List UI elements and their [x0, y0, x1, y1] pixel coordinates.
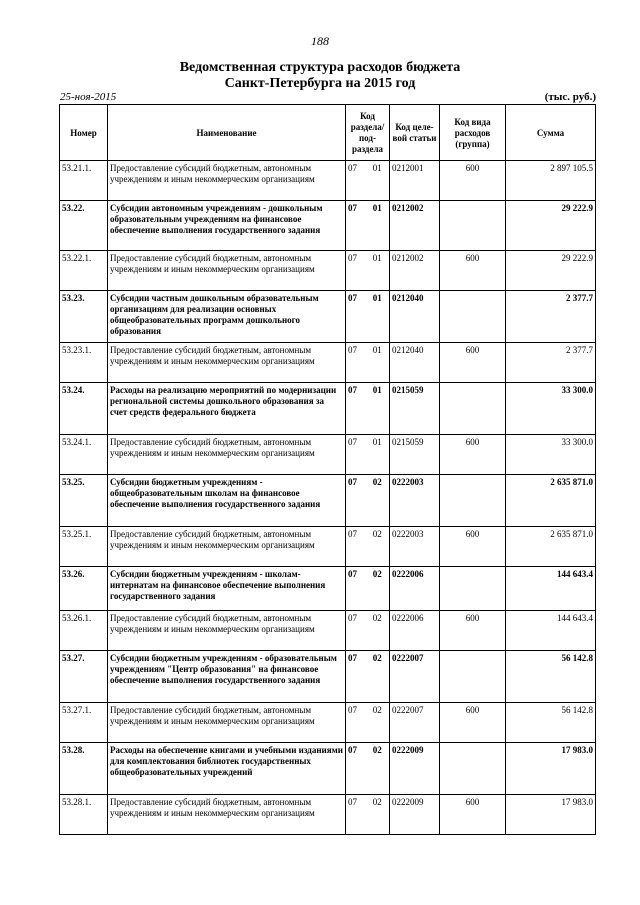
row-expense-type	[440, 201, 506, 251]
row-name: Предоставление субсидий бюджетным, автономным учреждениям и иным некоммерческим организациям	[108, 611, 346, 651]
row-name: Предоставление субсидий бюджетным, автономным учреждениям и иным некоммерческим организациям	[108, 703, 346, 743]
table-row	[60, 703, 596, 743]
row-expense-type: 600	[440, 703, 506, 743]
row-number: 53.28.	[60, 743, 108, 795]
table-row-section	[60, 383, 596, 435]
row-subsection-code: 01	[368, 383, 390, 435]
row-article-code: 0222006	[390, 611, 440, 651]
table-row-section	[60, 291, 596, 343]
table-row-section	[60, 201, 596, 251]
row-article-code: 0222006	[390, 567, 440, 611]
row-subsection-code: 01	[368, 343, 390, 383]
row-subsection-code: 01	[368, 291, 390, 343]
table-row	[60, 161, 596, 201]
row-expense-type	[440, 291, 506, 343]
row-number: 53.24.1.	[60, 435, 108, 475]
table-row	[60, 527, 596, 567]
row-article-code: 0222009	[390, 795, 440, 835]
row-number: 53.22.	[60, 201, 108, 251]
row-amount: 33 300.0	[506, 383, 596, 435]
row-amount: 2 377.7	[506, 343, 596, 383]
row-amount: 144 643.4	[506, 611, 596, 651]
row-amount: 56 142.8	[506, 651, 596, 703]
row-number: 53.21.1.	[60, 161, 108, 201]
row-name: Расходы на обеспечение книгами и учебными изданиями для комплектования библиотек государственных общеобразовательных учреждений	[108, 743, 346, 795]
row-article-code: 0212001	[390, 161, 440, 201]
row-number: 53.25.	[60, 475, 108, 527]
row-article-code: 0212040	[390, 291, 440, 343]
row-subsection-code: 02	[368, 703, 390, 743]
row-amount: 2 377.7	[506, 291, 596, 343]
row-amount: 56 142.8	[506, 703, 596, 743]
row-name: Предоставление субсидий бюджетным, автономным учреждениям и иным некоммерческим организациям	[108, 343, 346, 383]
row-expense-type	[440, 383, 506, 435]
row-amount: 29 222.9	[506, 201, 596, 251]
table-row	[60, 435, 596, 475]
row-subsection-code: 02	[368, 475, 390, 527]
row-name: Предоставление субсидий бюджетным, автономным учреждениям и иным некоммерческим организациям	[108, 161, 346, 201]
row-article-code: 0212002	[390, 201, 440, 251]
row-expense-type	[440, 743, 506, 795]
row-subsection-code: 01	[368, 161, 390, 201]
row-article-code: 0212002	[390, 251, 440, 291]
row-expense-type: 600	[440, 251, 506, 291]
row-number: 53.26.1.	[60, 611, 108, 651]
row-section-code: 07	[346, 161, 368, 201]
table-row	[60, 343, 596, 383]
title-line-1: Ведомственная структура расходов бюджета	[179, 60, 461, 75]
row-expense-type: 600	[440, 611, 506, 651]
row-number: 53.23.1.	[60, 343, 108, 383]
table-row	[60, 795, 596, 835]
row-name: Расходы на реализацию мероприятий по модернизации региональной системы дошкольного образования за счет средств федерального бюджета	[108, 383, 346, 435]
row-subsection-code: 01	[368, 435, 390, 475]
row-section-code: 07	[346, 201, 368, 251]
row-expense-type: 600	[440, 527, 506, 567]
row-article-code: 0212040	[390, 343, 440, 383]
row-subsection-code: 01	[368, 251, 390, 291]
title-line-2: Санкт-Петербурга на 2015 год	[224, 76, 416, 91]
row-name: Субсидии частным дошкольным образовательным организациям для реализации основных общеобразовательных программ дошкольного образования	[108, 291, 346, 343]
table-row-section	[60, 475, 596, 527]
units-label: (тыс. руб.)	[544, 91, 596, 103]
row-subsection-code: 02	[368, 611, 390, 651]
table-row	[60, 611, 596, 651]
row-section-code: 07	[346, 475, 368, 527]
row-expense-type: 600	[440, 161, 506, 201]
row-subsection-code: 02	[368, 743, 390, 795]
row-expense-type	[440, 651, 506, 703]
table-row-section	[60, 651, 596, 703]
row-section-code: 07	[346, 251, 368, 291]
row-amount: 33 300.0	[506, 435, 596, 475]
row-article-code: 0222007	[390, 703, 440, 743]
row-number: 53.25.1.	[60, 527, 108, 567]
row-amount: 29 222.9	[506, 251, 596, 291]
row-number: 53.23.	[60, 291, 108, 343]
row-section-code: 07	[346, 743, 368, 795]
row-name: Субсидии бюджетным учреждениям - образовательным учреждениям "Центр образования" на финансовое обеспечение выполнения государственного задания	[108, 651, 346, 703]
row-amount: 2 635 871.0	[506, 527, 596, 567]
row-name: Субсидии автономным учреждениям - дошкольным образовательным учреждениям на финансовое обеспечение выполнения государственного задания	[108, 201, 346, 251]
table-row-section	[60, 743, 596, 795]
document-title	[0, 60, 640, 92]
table-header-row	[60, 105, 596, 161]
row-article-code: 0222007	[390, 651, 440, 703]
header-name: Наименование	[108, 105, 346, 161]
row-amount: 17 983.0	[506, 795, 596, 835]
row-article-code: 0222009	[390, 743, 440, 795]
row-article-code: 0215059	[390, 383, 440, 435]
row-subsection-code: 01	[368, 201, 390, 251]
header-expense-type: Код вида расходов (группа)	[440, 105, 506, 161]
row-name: Предоставление субсидий бюджетным, автономным учреждениям и иным некоммерческим организациям	[108, 795, 346, 835]
row-name: Предоставление субсидий бюджетным, автономным учреждениям и иным некоммерческим организациям	[108, 435, 346, 475]
row-number: 53.24.	[60, 383, 108, 435]
header-number: Номер	[60, 105, 108, 161]
row-subsection-code: 02	[368, 527, 390, 567]
header-article: Код целе- вой статьи	[390, 105, 440, 161]
row-name: Субсидии бюджетным учреждениям - общеобразовательным школам на финансовое обеспечение выполнения государственного задания	[108, 475, 346, 527]
row-subsection-code: 02	[368, 651, 390, 703]
row-section-code: 07	[346, 651, 368, 703]
row-number: 53.28.1.	[60, 795, 108, 835]
row-section-code: 07	[346, 703, 368, 743]
row-expense-type	[440, 475, 506, 527]
row-article-code: 0215059	[390, 435, 440, 475]
row-section-code: 07	[346, 527, 368, 567]
budget-table	[59, 104, 596, 835]
row-subsection-code: 02	[368, 567, 390, 611]
row-name: Предоставление субсидий бюджетным, автономным учреждениям и иным некоммерческим организациям	[108, 527, 346, 567]
row-amount: 144 643.4	[506, 567, 596, 611]
page-number: 188	[311, 34, 329, 48]
row-section-code: 07	[346, 795, 368, 835]
row-amount: 2 897 105.5	[506, 161, 596, 201]
row-subsection-code: 02	[368, 795, 390, 835]
row-expense-type: 600	[440, 435, 506, 475]
row-article-code: 0222003	[390, 527, 440, 567]
document-date: 25-ноя-2015	[60, 91, 117, 103]
header-amount: Сумма	[506, 105, 596, 161]
row-number: 53.22.1.	[60, 251, 108, 291]
row-expense-type: 600	[440, 795, 506, 835]
row-number: 53.27.1.	[60, 703, 108, 743]
row-section-code: 07	[346, 343, 368, 383]
table-body	[60, 161, 596, 835]
row-name: Предоставление субсидий бюджетным, автономным учреждениям и иным некоммерческим организациям	[108, 251, 346, 291]
row-expense-type	[440, 567, 506, 611]
row-section-code: 07	[346, 435, 368, 475]
row-number: 53.27.	[60, 651, 108, 703]
row-amount: 2 635 871.0	[506, 475, 596, 527]
table-row	[60, 251, 596, 291]
row-section-code: 07	[346, 291, 368, 343]
row-article-code: 0222003	[390, 475, 440, 527]
row-amount: 17 983.0	[506, 743, 596, 795]
row-name: Субсидии бюджетным учреждениям - школам-интернатам на финансовое обеспечение выполнения государственного задания	[108, 567, 346, 611]
table-row-section	[60, 567, 596, 611]
header-section: Код раздела/ под- раздела	[346, 105, 390, 161]
row-section-code: 07	[346, 383, 368, 435]
row-section-code: 07	[346, 611, 368, 651]
row-number: 53.26.	[60, 567, 108, 611]
row-section-code: 07	[346, 567, 368, 611]
row-expense-type: 600	[440, 343, 506, 383]
